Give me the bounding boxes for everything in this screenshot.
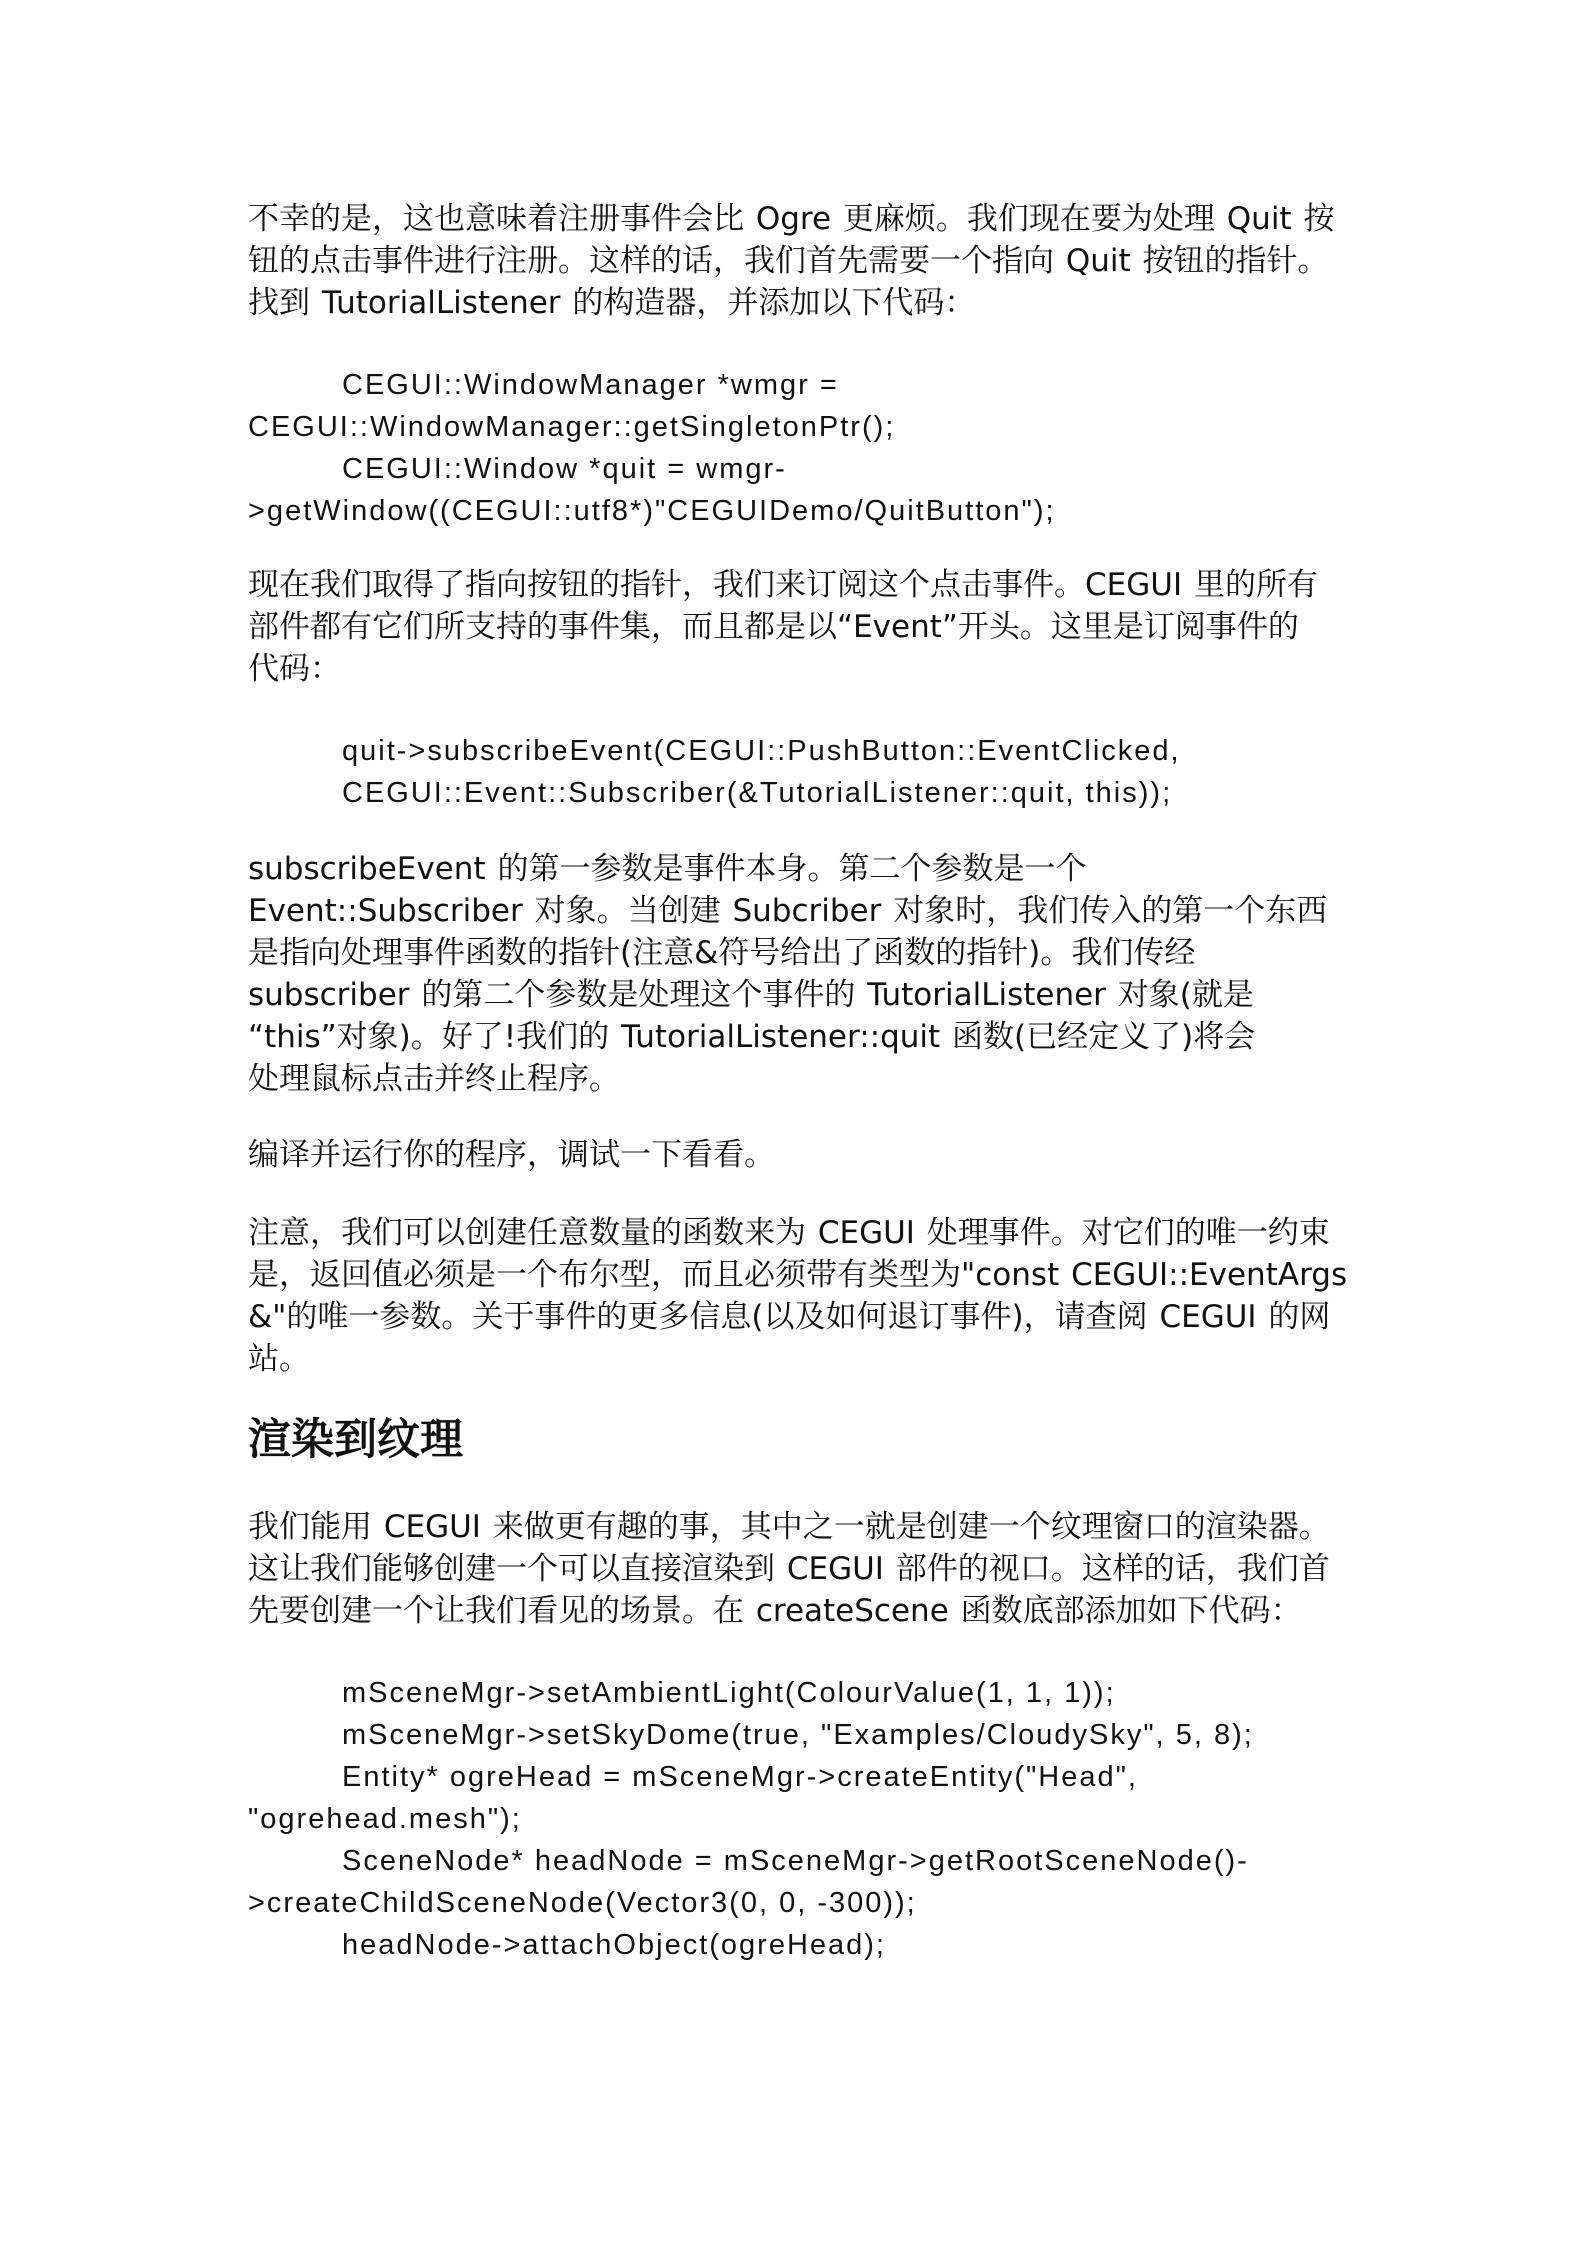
paragraph-text (248, 1212, 1358, 1380)
text-line: 现在我们取得了指向按钮的指针，我们来订阅这个点击事件。CEGUI 里的所有 (248, 567, 1318, 603)
code-block-scene-setup (248, 1672, 1358, 1966)
text-line: Event::Subscriber 对象。当创建 Subcriber 对象时，我们传入的第一个东西 (248, 893, 1328, 929)
code-line: "ogrehead.mesh"); (248, 1803, 522, 1835)
code-line: headNode->attachObject(ogreHead); (342, 1929, 886, 1961)
code-line: CEGUI::WindowManager::getSingletonPtr(); (248, 411, 896, 443)
text-line: 是指向处理事件函数的指针(注意&符号给出了函数的指针)。我们传经 (248, 935, 1196, 971)
text-line: 这让我们能够创建一个可以直接渲染到 CEGUI 部件的视口。这样的话，我们首 (248, 1551, 1330, 1587)
paragraph-compile (248, 1134, 1358, 1176)
code-line: quit->subscribeEvent(CEGUI::PushButton::EventClicked, (342, 735, 1181, 767)
text-line: subscribeEvent 的第一参数是事件本身。第二个参数是一个 (248, 851, 1087, 887)
code-line: CEGUI::WindowManager *wmgr = (342, 369, 839, 401)
section-heading (248, 1410, 1358, 1470)
code-line: mSceneMgr->setSkyDome(true, "Examples/CloudySky", 5, 8); (342, 1719, 1254, 1751)
paragraph-render-texture (248, 1506, 1358, 1632)
code-line: Entity* ogreHead = mSceneMgr->createEntity("Head", (342, 1761, 1138, 1793)
text-line: 编译并运行你的程序，调试一下看看。 (248, 1137, 775, 1173)
text-line: subscriber 的第二个参数是处理这个事件的 TutorialListener 对象(就是 (248, 977, 1254, 1013)
paragraph-text (248, 564, 1358, 690)
paragraph-subscribe (248, 564, 1358, 690)
text-line: “this”对象)。好了!我们的 TutorialListener::quit 函数(已经定义了)将会 (248, 1019, 1256, 1055)
paragraph-note (248, 1212, 1358, 1380)
code-block-window-manager (248, 364, 1358, 532)
paragraph-text (248, 848, 1358, 1100)
text-line: 钮的点击事件进行注册。这样的话，我们首先需要一个指向 Quit 按钮的指针。 (248, 243, 1329, 279)
text-line: 先要创建一个让我们看见的场景。在 createScene 函数底部添加如下代码： (248, 1593, 1302, 1629)
paragraph-text (248, 1506, 1358, 1632)
code-line: SceneNode* headNode = mSceneMgr->getRootSceneNode()- (342, 1845, 1249, 1877)
text-line: 我们能用 CEGUI 来做更有趣的事，其中之一就是创建一个纹理窗口的渲染器。 (248, 1509, 1330, 1545)
paragraph-text (248, 1134, 1358, 1176)
paragraph-subscriber-explanation (248, 848, 1358, 1100)
section-title: 渲染到纹理 (248, 1415, 463, 1465)
code-block-subscribe-event (248, 730, 1358, 814)
code-line: CEGUI::Event::Subscriber(&TutorialListener::quit, this)); (342, 777, 1173, 809)
code-line: >createChildSceneNode(Vector3(0, 0, -300)); (248, 1887, 917, 1919)
text-line: 部件都有它们所支持的事件集，而且都是以“Event”开头。这里是订阅事件的 (248, 609, 1299, 645)
paragraph-text (248, 198, 1358, 324)
text-line: 不幸的是，这也意味着注册事件会比 Ogre 更麻烦。我们现在要为处理 Quit 按 (248, 201, 1335, 237)
text-line: 代码： (248, 651, 341, 687)
text-line: &"的唯一参数。关于事件的更多信息(以及如何退订事件)，请查阅 CEGUI 的网 (248, 1299, 1331, 1335)
text-line: 注意，我们可以创建任意数量的函数来为 CEGUI 处理事件。对它们的唯一约束 (248, 1215, 1330, 1251)
code-line: mSceneMgr->setAmbientLight(ColourValue(1, 1, 1)); (342, 1677, 1116, 1709)
code-line: CEGUI::Window *quit = wmgr- (342, 453, 787, 485)
text-line: 是，返回值必须是一个布尔型，而且必须带有类型为"const CEGUI::EventArgs (248, 1257, 1348, 1293)
text-line: 站。 (248, 1341, 310, 1377)
paragraph-intro (248, 198, 1358, 324)
code-line: >getWindow((CEGUI::utf8*)"CEGUIDemo/QuitButton"); (248, 495, 1056, 527)
text-line: 找到 TutorialListener 的构造器，并添加以下代码： (248, 285, 976, 321)
text-line: 处理鼠标点击并终止程序。 (248, 1061, 620, 1097)
